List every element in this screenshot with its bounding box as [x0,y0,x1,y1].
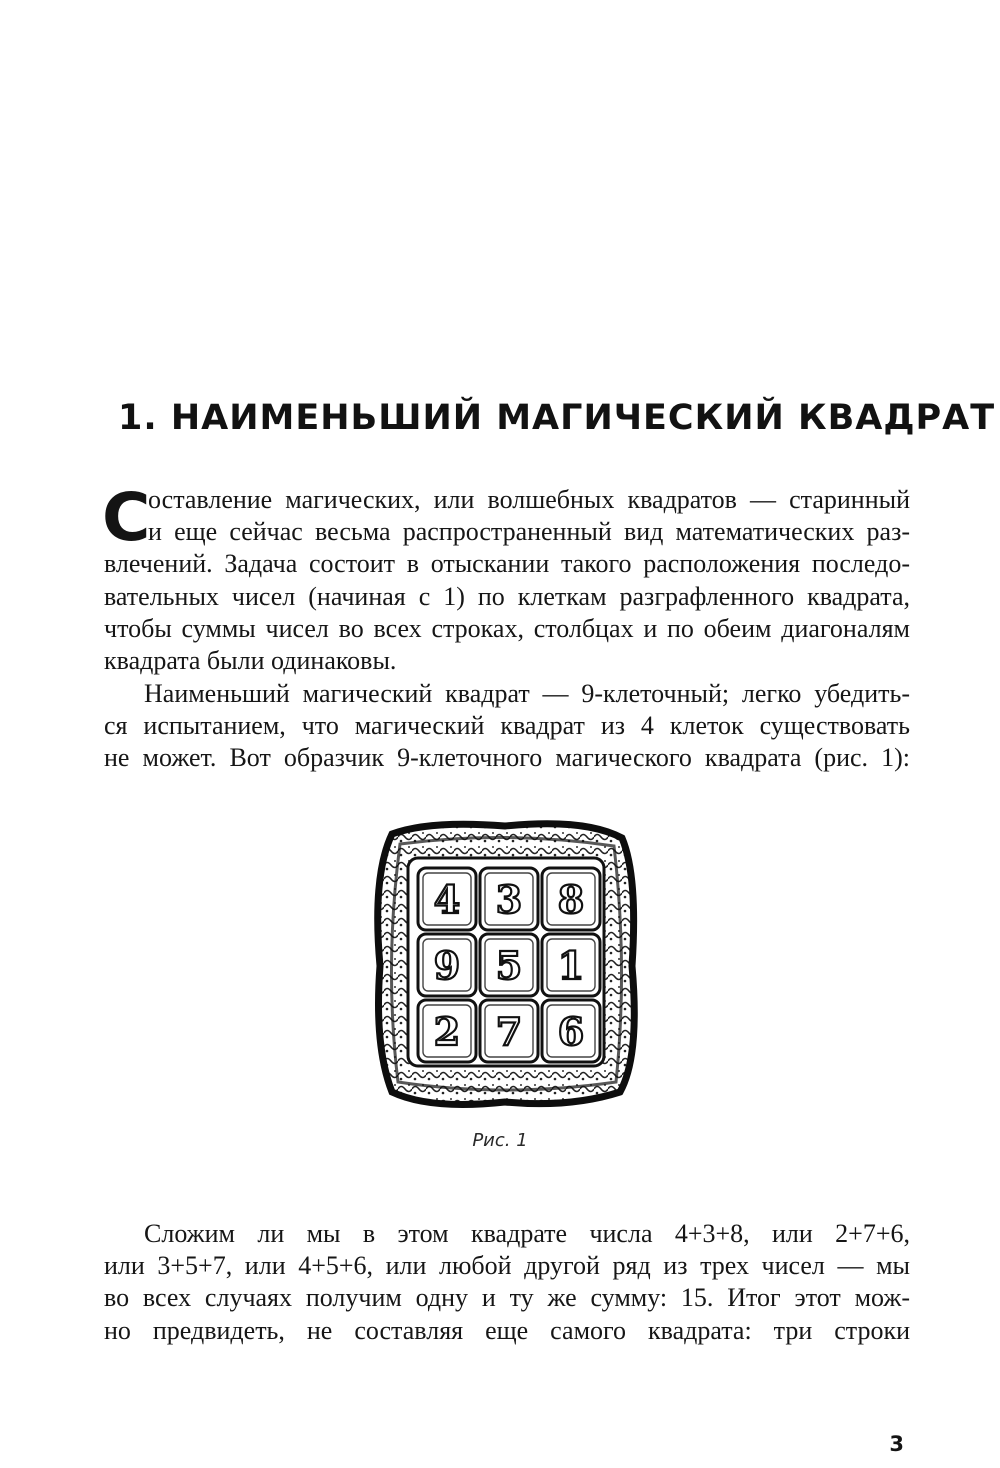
grid-number: 6 [557,1009,585,1054]
paragraph-line: и еще сейчас весьма распространенный вид математических раз- [148,517,910,547]
drop-cap: С [102,479,151,556]
paragraph-line: но предвидеть, не составляя еще самого квадрата: три строки [104,1315,910,1345]
grid-number: 9 [433,943,461,988]
grid-number: 2 [433,1009,461,1054]
magic-square-illustration [370,816,640,1112]
paragraph-line: не может. Вот образчик 9-клеточного магического квадрата (рис. 1): [104,743,910,773]
magic-square-grid [418,868,600,1062]
paragraph-line: оставление магических, или волшебных квадратов — старинный [148,485,910,514]
chapter-title: 1. НАИМЕНЬШИЙ МАГИЧЕСКИЙ КВАДРАТ [118,398,996,438]
paragraph-line: квадрата были одинаковы. [104,645,397,675]
paragraph-line: влечений. Задача состоит в отыскании такого расположения последо- [104,549,910,579]
page-number: 3 [889,1432,904,1456]
grid-number: 8 [557,877,585,922]
paragraph-intro [102,479,910,677]
grid-number: 3 [495,877,523,922]
paragraph-line: ся испытанием, что магический квадрат из 4 клеток существовать [104,711,910,741]
paragraph-smallest-square [104,678,910,775]
paragraph-line: Сложим ли мы в этом квадрате числа 4+3+8, или 2+7+6, [144,1219,910,1248]
paragraph-sums [104,1218,910,1347]
paragraph-line: Наименьший магический квадрат — 9-клеточный; легко убедить- [144,679,910,708]
grid-number: 4 [433,877,461,922]
grid-number: 7 [495,1009,523,1054]
grid-number: 1 [557,943,585,988]
figure-caption: Рис. 1 [472,1130,528,1151]
magic-square-figure [370,816,640,1112]
grid-number: 5 [495,943,523,988]
paragraph-line: чтобы суммы чисел во всех строках, столбцах и по обеим диагоналям [104,613,910,643]
paragraph-line: или 3+5+7, или 4+5+6, или любой другой ряд из трех чисел — мы [104,1251,910,1281]
paragraph-line: вательных чисел (начиная с 1) по клеткам разграфленного квадрата, [104,581,910,611]
paragraph-line: во всех случаях получим одну и ту же сумму: 15. Итог этот мож- [104,1283,910,1313]
